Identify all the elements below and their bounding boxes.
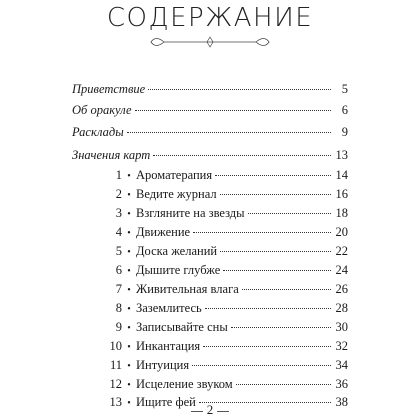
bullet: • [127, 266, 131, 277]
dot-leader [220, 194, 331, 195]
toc-entry[interactable] [72, 103, 348, 121]
toc-entry-page: 9 [341, 125, 348, 139]
card-page: 20 [335, 225, 348, 239]
card-entry[interactable] [72, 377, 348, 395]
bullet: • [127, 380, 131, 391]
dot-leader [193, 232, 331, 233]
card-number: 6 [115, 263, 122, 277]
card-page: 14 [335, 168, 348, 182]
card-title: Интуиция [136, 358, 190, 372]
toc-entry-page: 5 [341, 82, 348, 96]
dot-leader [231, 327, 331, 328]
card-title: Ищите фей [136, 395, 196, 409]
card-entry[interactable] [72, 168, 348, 186]
card-entry[interactable] [72, 244, 348, 262]
card-title: Ароматерапия [136, 168, 213, 182]
bullet: • [127, 228, 131, 239]
bullet: • [127, 323, 131, 334]
dot-leader [127, 132, 331, 133]
card-title: Записывайте сны [136, 320, 228, 334]
bullet: • [127, 209, 131, 220]
card-number: 5 [115, 244, 122, 258]
toc-entry-title: Значения карт [72, 148, 151, 162]
card-entry[interactable] [72, 358, 348, 376]
toc-entry-title: Расклады [72, 125, 124, 139]
dot-leader [135, 110, 331, 111]
dot-leader [215, 175, 331, 176]
card-number: 4 [115, 225, 122, 239]
card-title: Инкантация [136, 339, 201, 353]
dot-leader [220, 251, 331, 252]
card-page: 18 [335, 206, 348, 220]
card-number: 3 [115, 206, 122, 220]
card-page: 22 [335, 244, 348, 258]
dot-leader [242, 289, 331, 290]
dot-leader [192, 365, 331, 366]
card-page: 28 [335, 301, 348, 315]
bullet: • [127, 171, 131, 182]
toc-entry-page: 13 [335, 148, 348, 162]
card-title: Исцеление звуком [136, 377, 233, 391]
card-entry[interactable] [72, 263, 348, 281]
card-entry[interactable] [72, 225, 348, 243]
card-title: Ведите журнал [136, 187, 217, 201]
card-number: 1 [115, 168, 122, 182]
page-number-value: 2 [206, 402, 214, 417]
toc-entry-page: 6 [341, 103, 348, 117]
bullet: • [127, 361, 131, 372]
bullet: • [127, 398, 131, 409]
bullet: • [127, 190, 131, 201]
toc-entry[interactable] [72, 148, 348, 166]
dot-leader [223, 270, 331, 271]
card-entry[interactable] [72, 301, 348, 319]
bullet: • [127, 304, 131, 315]
card-number: 10 [109, 339, 122, 353]
card-title: Дышите глубже [136, 263, 221, 277]
card-page: 16 [335, 187, 348, 201]
card-number: 9 [115, 320, 122, 334]
card-title: Живительная влага [136, 282, 239, 296]
dot-leader [248, 213, 331, 214]
toc-entry[interactable] [72, 82, 348, 100]
toc-entry[interactable] [72, 125, 348, 143]
folio-dash-left [191, 411, 203, 412]
card-entry[interactable] [72, 320, 348, 338]
toc-entry-title: Приветствие [72, 82, 146, 96]
bullet: • [127, 342, 131, 353]
dot-leader [153, 155, 331, 156]
dot-leader [205, 308, 331, 309]
ornament-divider-icon [150, 33, 270, 51]
card-entry[interactable] [72, 339, 348, 357]
card-title: Взгляните на звезды [136, 206, 245, 220]
card-number: 12 [109, 377, 122, 391]
card-page: 30 [335, 320, 348, 334]
toc-entry-title: Об оракуле [72, 103, 132, 117]
card-page: 36 [335, 377, 348, 391]
card-entry[interactable] [72, 282, 348, 300]
dot-leader [148, 89, 331, 90]
bullet: • [127, 285, 131, 296]
card-page: 34 [335, 358, 348, 372]
card-number: 2 [115, 187, 122, 201]
bullet: • [127, 247, 131, 258]
card-number: 8 [115, 301, 122, 315]
card-page: 32 [335, 339, 348, 353]
card-page: 24 [335, 263, 348, 277]
card-title: Доска желаний [136, 244, 218, 258]
card-title: Заземлитесь [136, 301, 202, 315]
card-number: 13 [109, 395, 122, 409]
card-entry[interactable] [72, 187, 348, 205]
dot-leader [203, 346, 331, 347]
dot-leader [236, 384, 331, 385]
card-page: 26 [335, 282, 348, 296]
page-number [0, 402, 420, 418]
folio-dash-right [217, 411, 229, 412]
page-title: СОДЕРЖАНИЕ [106, 3, 314, 33]
card-entry[interactable] [72, 206, 348, 224]
card-title: Движение [136, 225, 191, 239]
card-number: 7 [115, 282, 122, 296]
card-number: 11 [109, 358, 122, 372]
card-page: 38 [335, 395, 348, 409]
